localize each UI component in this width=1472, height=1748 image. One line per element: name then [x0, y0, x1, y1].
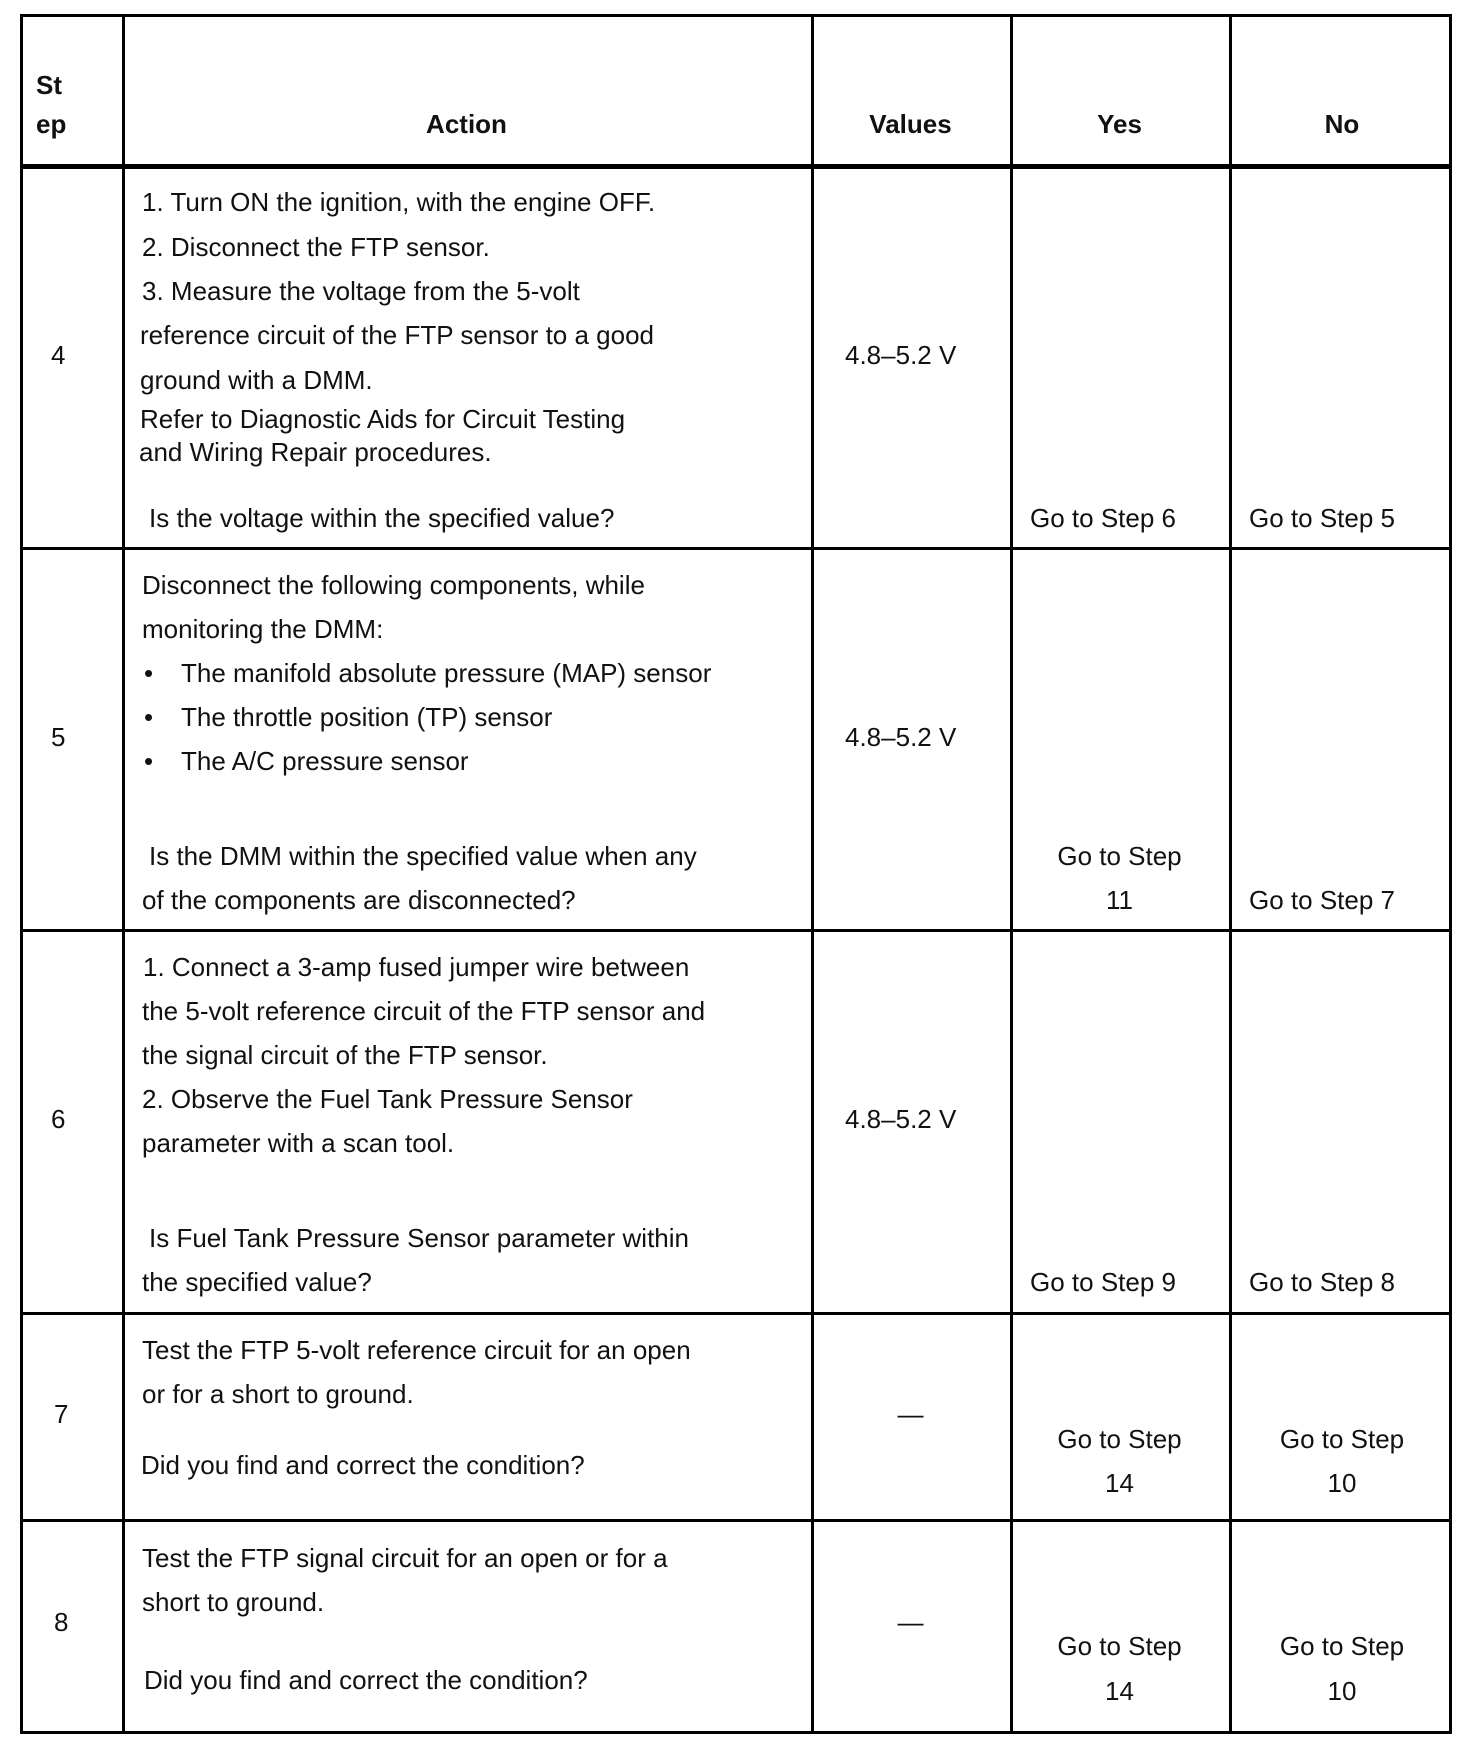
- action-line: the 5-volt reference circuit of the FTP sensor and: [142, 996, 706, 1026]
- yes-cell-line: 11: [1106, 885, 1133, 915]
- col-divider: [122, 17, 125, 1731]
- row-divider: [23, 547, 1449, 550]
- action-line: 2. Disconnect the FTP sensor.: [142, 232, 490, 262]
- note-line: and Wiring Repair procedures.: [139, 437, 492, 467]
- header-step-line1: St: [36, 70, 62, 100]
- header-action: Action: [426, 109, 507, 139]
- action-line: or for a short to ground.: [142, 1379, 414, 1409]
- no-cell-line: Go to Step: [1279, 1631, 1405, 1661]
- yes-cell: Go to Step 6: [1030, 503, 1176, 533]
- question-line: Is the DMM within the specified value when any: [149, 841, 697, 871]
- step-number: 4: [51, 340, 66, 370]
- value-cell: —: [897, 1607, 924, 1637]
- step-number: 7: [54, 1399, 69, 1429]
- no-cell-line: 10: [1327, 1468, 1357, 1498]
- action-line: the signal circuit of the FTP sensor.: [142, 1040, 548, 1070]
- question-line: Did you find and correct the condition?: [144, 1665, 588, 1695]
- row-divider: [23, 929, 1449, 932]
- note-line: Refer to Diagnostic Aids for Circuit Testing: [140, 404, 626, 434]
- bullet-item: The manifold absolute pressure (MAP) sensor: [181, 658, 712, 688]
- row-divider: [23, 1312, 1449, 1315]
- header-divider: [23, 164, 1449, 169]
- action-line: parameter with a scan tool.: [142, 1128, 455, 1158]
- col-divider: [811, 17, 814, 1731]
- diagnostic-table: [20, 14, 1452, 1734]
- no-cell: Go to Step 5: [1249, 503, 1395, 533]
- action-line: ground with a DMM.: [140, 365, 373, 395]
- question-line: of the components are disconnected?: [142, 885, 576, 915]
- step-number: 6: [51, 1104, 66, 1134]
- header-values: Values: [869, 109, 952, 139]
- value-cell: 4.8–5.2 V: [845, 340, 957, 370]
- step-number: 8: [54, 1607, 69, 1637]
- action-line: Disconnect the following components, while: [142, 570, 645, 600]
- question-line: the specified value?: [142, 1267, 372, 1297]
- action-line: short to ground.: [142, 1587, 325, 1617]
- bullet-item: The throttle position (TP) sensor: [181, 702, 553, 732]
- yes-cell-line: Go to Step: [1057, 1631, 1182, 1661]
- yes-cell-line: Go to Step: [1057, 841, 1182, 871]
- no-cell: Go to Step 7: [1249, 885, 1395, 915]
- bullet-icon: •: [144, 702, 154, 732]
- action-line: 1. Turn ON the ignition, with the engine OFF.: [142, 187, 656, 217]
- no-cell-line: 10: [1327, 1676, 1357, 1706]
- question-line: Is the voltage within the specified value?: [149, 503, 615, 533]
- header-step-line2: ep: [36, 109, 67, 139]
- question-line: Did you find and correct the condition?: [141, 1450, 585, 1480]
- action-line: 1. Connect a 3-amp fused jumper wire between: [143, 952, 690, 982]
- question-line: Is Fuel Tank Pressure Sensor parameter within: [149, 1223, 689, 1253]
- action-line: 2. Observe the Fuel Tank Pressure Sensor: [142, 1084, 633, 1114]
- header-yes: Yes: [1097, 109, 1142, 139]
- row-divider: [23, 1519, 1449, 1522]
- action-line: reference circuit of the FTP sensor to a good: [140, 320, 655, 350]
- action-line: monitoring the DMM:: [142, 614, 384, 644]
- action-line: 3. Measure the voltage from the 5-volt: [142, 276, 580, 306]
- value-cell: —: [897, 1399, 924, 1429]
- yes-cell-line: Go to Step: [1057, 1424, 1182, 1454]
- yes-cell: Go to Step 9: [1030, 1267, 1176, 1297]
- action-line: Test the FTP 5-volt reference circuit for an open: [142, 1335, 691, 1365]
- action-line: Test the FTP signal circuit for an open or for a: [142, 1543, 668, 1573]
- yes-cell-line: 14: [1105, 1676, 1134, 1706]
- value-cell: 4.8–5.2 V: [845, 1104, 957, 1134]
- header-no: No: [1324, 109, 1360, 139]
- bullet-item: The A/C pressure sensor: [181, 746, 469, 776]
- no-cell: Go to Step 8: [1249, 1267, 1395, 1297]
- bullet-icon: •: [144, 658, 154, 688]
- step-number: 5: [51, 722, 66, 752]
- yes-cell-line: 14: [1105, 1468, 1134, 1498]
- bullet-icon: •: [144, 746, 154, 776]
- value-cell: 4.8–5.2 V: [845, 722, 957, 752]
- no-cell-line: Go to Step: [1279, 1424, 1405, 1454]
